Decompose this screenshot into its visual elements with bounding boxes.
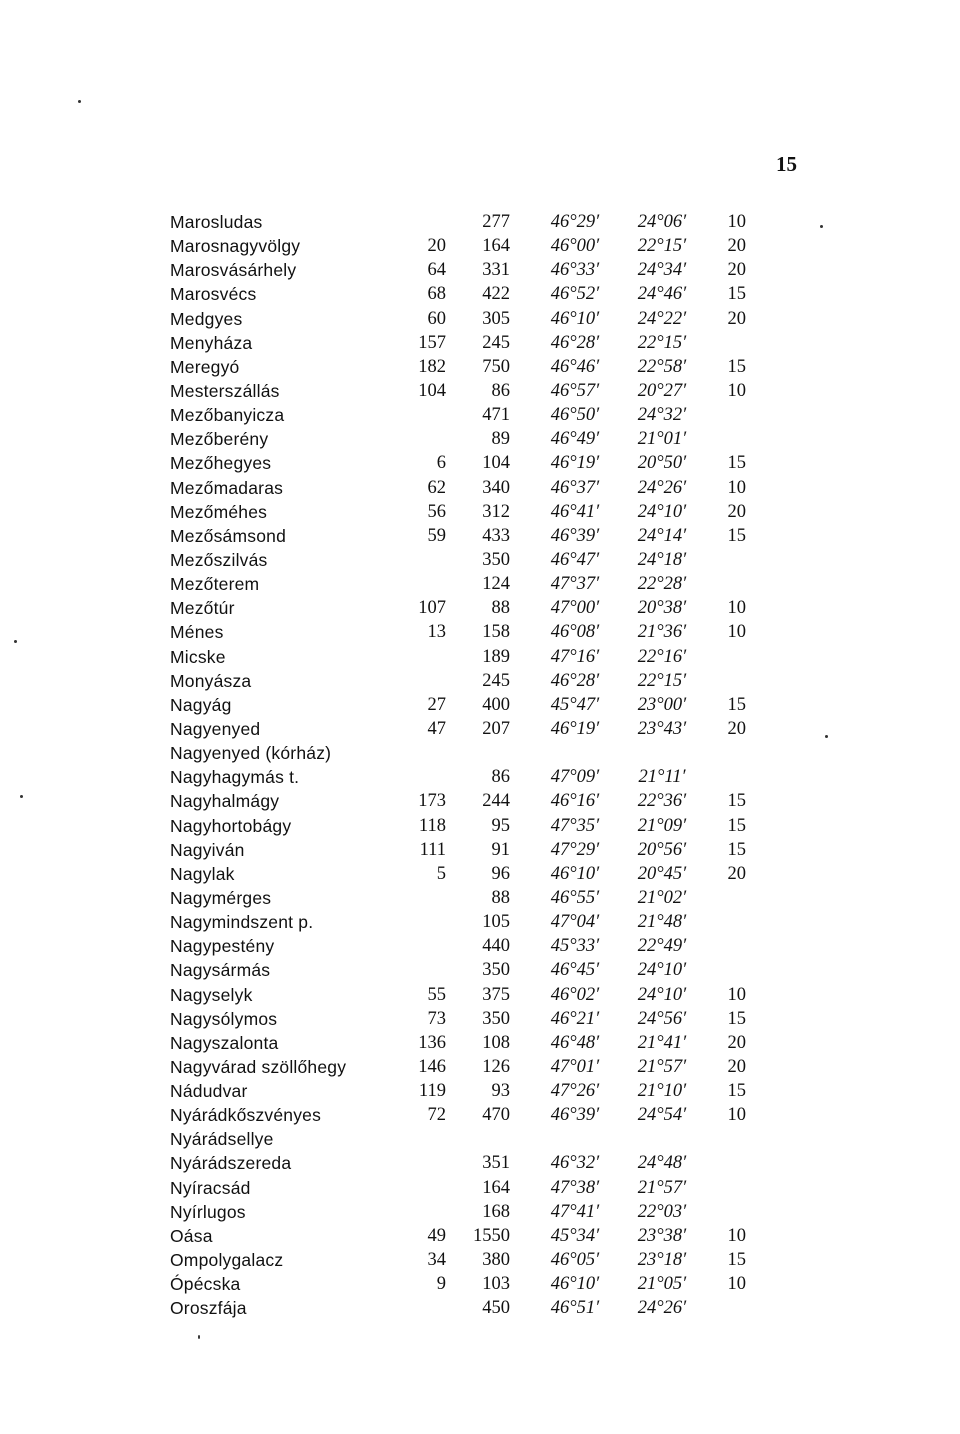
latitude-value: 46°39′ (550, 525, 600, 546)
latitude-value: 46°57′ (550, 380, 600, 401)
table-row (170, 427, 790, 451)
latitude-value: 46°28′ (550, 332, 600, 353)
longitude-value: 21°02′ (637, 887, 687, 908)
elevation-value: 88 (491, 887, 510, 908)
longitude-value: 21°48′ (637, 912, 687, 933)
value-c: 20 (727, 1032, 746, 1053)
station-name: Nagyvárad szöllőhegy (170, 1056, 347, 1077)
station-name: Ópécska (170, 1274, 241, 1295)
table-row (170, 1296, 790, 1320)
latitude-value: 46°39′ (550, 1105, 600, 1126)
station-name: Nagyenyed (170, 718, 261, 739)
value-a: 111 (419, 839, 446, 860)
table-row (170, 451, 790, 475)
table-row (170, 1151, 790, 1175)
elevation-value: 440 (482, 936, 510, 957)
longitude-value: 24°48′ (637, 1153, 687, 1174)
latitude-value: 46°33′ (550, 260, 600, 281)
value-c: 20 (727, 501, 746, 522)
elevation-value: 108 (482, 1032, 510, 1053)
table-row (170, 1127, 790, 1151)
elevation-value: 88 (491, 598, 510, 619)
table-row (170, 741, 790, 765)
value-c: 15 (727, 453, 746, 474)
longitude-value: 23°00′ (637, 694, 687, 715)
value-c: 20 (727, 718, 746, 739)
table-row (170, 645, 790, 669)
elevation-value: 471 (482, 405, 510, 426)
station-name: Mezőterem (170, 574, 260, 595)
elevation-value: 164 (482, 1177, 510, 1198)
longitude-value: 24°22′ (637, 308, 687, 329)
table-row (170, 1200, 790, 1224)
longitude-value: 24°26′ (637, 1298, 687, 1319)
value-c: 20 (727, 260, 746, 281)
table-row (170, 620, 790, 644)
value-c: 15 (727, 1081, 746, 1102)
value-c: 10 (727, 1105, 746, 1126)
value-a: 56 (427, 501, 446, 522)
station-name: Nagylak (170, 863, 235, 884)
elevation-value: 331 (482, 260, 510, 281)
table-row (170, 331, 790, 355)
value-c: 10 (727, 380, 746, 401)
longitude-value: 22°15′ (637, 670, 687, 691)
elevation-value: 86 (491, 380, 510, 401)
latitude-value: 46°47′ (550, 549, 600, 570)
station-name: Nyárádszereda (170, 1153, 292, 1174)
table-row (170, 765, 790, 789)
latitude-value: 46°49′ (550, 429, 600, 450)
station-name: Nagyenyed (kórház) (170, 743, 332, 764)
elevation-value: 91 (491, 839, 510, 860)
table-row (170, 210, 790, 234)
value-c: 10 (727, 212, 746, 232)
station-name: Marosvécs (170, 284, 257, 305)
value-a: 62 (427, 477, 446, 498)
longitude-value: 24°46′ (637, 284, 687, 305)
latitude-value: 46°37′ (550, 477, 600, 498)
table-row (170, 838, 790, 862)
value-c: 15 (727, 1008, 746, 1029)
value-a: 118 (418, 815, 446, 836)
station-name: Mezőmadaras (170, 477, 284, 498)
elevation-value: 105 (482, 912, 510, 933)
page-number: 15 (776, 152, 797, 176)
longitude-value: 21°09′ (637, 815, 687, 836)
value-c: 10 (727, 598, 746, 619)
latitude-value: 47°41′ (550, 1201, 600, 1222)
table-row (170, 983, 790, 1007)
station-name: Micske (170, 646, 226, 667)
value-c: 15 (727, 525, 746, 546)
value-a: 59 (427, 525, 446, 546)
table-row (170, 1055, 790, 1079)
table-row (170, 1248, 790, 1272)
longitude-value: 21°57′ (637, 1177, 687, 1198)
value-c: 20 (727, 236, 746, 257)
value-c: 20 (727, 863, 746, 884)
elevation-value: 450 (482, 1298, 510, 1319)
scan-speck (198, 1335, 200, 1339)
value-a: 146 (418, 1056, 446, 1077)
elevation-value: 104 (482, 453, 510, 474)
longitude-value: 24°10′ (637, 984, 687, 1005)
latitude-value: 47°37′ (550, 574, 600, 595)
elevation-value: 1550 (473, 1225, 510, 1246)
value-a: 72 (427, 1105, 446, 1126)
latitude-value: 47°09′ (550, 767, 600, 788)
table-row (170, 958, 790, 982)
value-a: 119 (418, 1081, 446, 1102)
station-name: Meregyó (170, 356, 240, 377)
station-name: Nagymindszent p. (170, 912, 314, 933)
station-name: Nagymérges (170, 887, 272, 908)
latitude-value: 47°04′ (550, 912, 600, 933)
elevation-value: 158 (482, 622, 510, 643)
scan-speck (78, 100, 81, 103)
longitude-value: 21°36′ (637, 622, 687, 643)
value-c: 15 (727, 1250, 746, 1271)
longitude-value: 21°57′ (637, 1056, 687, 1077)
latitude-value: 46°10′ (550, 863, 600, 884)
latitude-value: 46°21′ (550, 1008, 600, 1029)
station-name: Oroszfája (170, 1298, 247, 1319)
latitude-value: 47°01′ (550, 1056, 600, 1077)
elevation-value: 164 (482, 236, 510, 257)
station-name: Mezősámsond (170, 525, 287, 546)
station-name: Medgyes (170, 308, 243, 329)
latitude-value: 46°50′ (550, 405, 600, 426)
longitude-value: 24°18′ (637, 549, 687, 570)
station-name: Nagyhortobágy (170, 815, 292, 836)
latitude-value: 46°32′ (550, 1153, 600, 1174)
elevation-value: 245 (482, 670, 510, 691)
station-name: Mezőbanyicza (170, 405, 285, 426)
longitude-value: 24°26′ (637, 477, 687, 498)
latitude-value: 46°28′ (550, 670, 600, 691)
longitude-value: 24°14′ (637, 525, 687, 546)
latitude-value: 46°16′ (550, 791, 600, 812)
value-a: 9 (436, 1274, 446, 1295)
longitude-value: 24°10′ (637, 960, 687, 981)
value-a: 136 (418, 1032, 446, 1053)
latitude-value: 45°33′ (550, 936, 600, 957)
longitude-value: 21°01′ (637, 429, 687, 450)
value-a: 73 (427, 1008, 446, 1029)
table-row (170, 548, 790, 572)
elevation-value: 244 (482, 791, 510, 812)
value-c: 15 (727, 839, 746, 860)
elevation-value: 95 (491, 815, 510, 836)
longitude-value: 22°03′ (637, 1201, 687, 1222)
latitude-value: 47°35′ (550, 815, 600, 836)
value-a: 49 (427, 1225, 446, 1246)
table-row (170, 693, 790, 717)
station-name: Marosvásárhely (170, 260, 297, 281)
table-row (170, 524, 790, 548)
value-a: 68 (427, 284, 446, 305)
table-row (170, 355, 790, 379)
latitude-value: 47°16′ (550, 646, 600, 667)
table-row (170, 669, 790, 693)
elevation-value: 433 (482, 525, 510, 546)
value-c: 15 (727, 791, 746, 812)
value-a: 182 (418, 356, 446, 377)
latitude-value: 46°55′ (550, 887, 600, 908)
longitude-value: 20°38′ (637, 598, 687, 619)
station-name: Nyárádkőszvényes (170, 1105, 322, 1126)
table-row (170, 934, 790, 958)
elevation-value: 126 (482, 1056, 510, 1077)
table-row (170, 476, 790, 500)
latitude-value: 46°10′ (550, 308, 600, 329)
station-table (170, 210, 790, 1320)
scan-speck (820, 225, 823, 228)
station-name: Oása (170, 1225, 213, 1246)
latitude-value: 46°00′ (550, 236, 600, 257)
value-c: 15 (727, 694, 746, 715)
elevation-value: 189 (482, 646, 510, 667)
elevation-value: 350 (482, 960, 510, 981)
latitude-value: 47°00′ (550, 598, 600, 619)
station-name: Nagysólymos (170, 1008, 278, 1029)
elevation-value: 96 (491, 863, 510, 884)
value-c: 20 (727, 308, 746, 329)
value-a: 34 (427, 1250, 446, 1271)
station-name: Mesterszállás (170, 380, 280, 401)
table-row (170, 258, 790, 282)
station-name: Nyírlugos (170, 1201, 246, 1222)
station-name: Mezőszilvás (170, 549, 268, 570)
value-a: 27 (427, 694, 446, 715)
station-name: Marosludas (170, 212, 263, 232)
longitude-value: 22°28′ (637, 574, 687, 595)
latitude-value: 46°48′ (550, 1032, 600, 1053)
table-row (170, 282, 790, 306)
latitude-value: 46°19′ (550, 718, 600, 739)
latitude-value: 47°26′ (550, 1081, 600, 1102)
longitude-value: 21°41′ (637, 1032, 687, 1053)
value-c: 10 (727, 984, 746, 1005)
longitude-value: 22°36′ (637, 791, 687, 812)
value-a: 60 (427, 308, 446, 329)
table-row (170, 1176, 790, 1200)
longitude-value: 21°05′ (637, 1274, 687, 1295)
longitude-value: 23°18′ (637, 1250, 687, 1271)
value-c: 10 (727, 1225, 746, 1246)
longitude-value: 24°34′ (637, 260, 687, 281)
longitude-value: 20°45′ (637, 863, 687, 884)
latitude-value: 46°05′ (550, 1250, 600, 1271)
value-a: 55 (427, 984, 446, 1005)
elevation-value: 422 (482, 284, 510, 305)
table-row (170, 379, 790, 403)
station-name: Nagyszalonta (170, 1032, 279, 1053)
latitude-value: 46°29′ (550, 212, 600, 232)
longitude-value: 24°10′ (637, 501, 687, 522)
latitude-value: 46°02′ (550, 984, 600, 1005)
table-row (170, 1031, 790, 1055)
latitude-value: 47°29′ (550, 839, 600, 860)
longitude-value: 22°16′ (637, 646, 687, 667)
elevation-value: 245 (482, 332, 510, 353)
table-row (170, 403, 790, 427)
elevation-value: 103 (482, 1274, 510, 1295)
longitude-value: 24°54′ (637, 1105, 687, 1126)
latitude-value: 46°52′ (550, 284, 600, 305)
latitude-value: 45°34′ (550, 1225, 600, 1246)
table-row (170, 596, 790, 620)
elevation-value: 168 (482, 1201, 510, 1222)
longitude-value: 21°10′ (637, 1081, 687, 1102)
value-a: 47 (427, 718, 446, 739)
value-c: 20 (727, 1056, 746, 1077)
longitude-value: 24°06′ (637, 212, 687, 232)
table-row (170, 1079, 790, 1103)
elevation-value: 305 (482, 308, 510, 329)
table-row (170, 814, 790, 838)
value-a: 13 (427, 622, 446, 643)
station-name: Nagysármás (170, 960, 271, 981)
elevation-value: 351 (482, 1153, 510, 1174)
latitude-value: 46°19′ (550, 453, 600, 474)
latitude-value: 46°45′ (550, 960, 600, 981)
elevation-value: 350 (482, 549, 510, 570)
elevation-value: 340 (482, 477, 510, 498)
elevation-value: 380 (482, 1250, 510, 1271)
elevation-value: 207 (482, 718, 510, 739)
elevation-value: 277 (482, 212, 510, 232)
longitude-value: 20°50′ (637, 453, 687, 474)
station-name: Nagyselyk (170, 984, 253, 1005)
value-a: 104 (418, 380, 446, 401)
station-name: Mezőhegyes (170, 453, 272, 474)
latitude-value: 47°38′ (550, 1177, 600, 1198)
latitude-value: 46°41′ (550, 501, 600, 522)
scan-speck (825, 735, 828, 738)
latitude-value: 45°47′ (550, 694, 600, 715)
value-a: 107 (418, 598, 446, 619)
longitude-value: 24°56′ (637, 1008, 687, 1029)
longitude-value: 20°27′ (637, 380, 687, 401)
table-row (170, 862, 790, 886)
table-row (170, 1007, 790, 1031)
station-name: Nagyhagymás t. (170, 767, 300, 788)
station-name: Nagyiván (170, 839, 245, 860)
station-name: Mezőtúr (170, 598, 235, 619)
elevation-value: 400 (482, 694, 510, 715)
station-name: Mezőméhes (170, 501, 268, 522)
value-a: 173 (418, 791, 446, 812)
station-name: Nyárádsellye (170, 1129, 274, 1150)
value-c: 10 (727, 622, 746, 643)
station-name: Nádudvar (170, 1081, 248, 1102)
table-row (170, 1272, 790, 1296)
station-name: Nagyág (170, 694, 232, 715)
station-name: Monyásza (170, 670, 252, 691)
value-a: 64 (427, 260, 446, 281)
scan-speck (14, 640, 17, 643)
station-name: Marosnagyvölgy (170, 236, 301, 257)
value-a: 6 (436, 453, 446, 474)
elevation-value: 124 (482, 574, 510, 595)
station-name: Ménes (170, 622, 224, 643)
longitude-value: 22°15′ (637, 332, 687, 353)
longitude-value: 22°58′ (637, 356, 687, 377)
station-name: Mezőberény (170, 429, 269, 450)
longitude-value: 23°43′ (637, 718, 687, 739)
longitude-value: 22°49′ (637, 936, 687, 957)
station-name: Nyíracsád (170, 1177, 251, 1198)
latitude-value: 46°10′ (550, 1274, 600, 1295)
table-row (170, 717, 790, 741)
table-row (170, 572, 790, 596)
scan-speck (20, 795, 23, 798)
latitude-value: 46°46′ (550, 356, 600, 377)
longitude-value: 24°32′ (637, 405, 687, 426)
station-name: Ompolygalacz (170, 1250, 284, 1271)
latitude-value: 46°08′ (550, 622, 600, 643)
value-a: 5 (436, 863, 446, 884)
value-c: 15 (727, 284, 746, 305)
value-c: 10 (727, 477, 746, 498)
elevation-value: 86 (491, 767, 510, 788)
elevation-value: 89 (491, 429, 510, 450)
table-row (170, 307, 790, 331)
station-name: Nagypestény (170, 936, 275, 957)
latitude-value: 46°51′ (550, 1298, 600, 1319)
station-name: Menyháza (170, 332, 253, 353)
elevation-value: 470 (482, 1105, 510, 1126)
elevation-value: 312 (482, 501, 510, 522)
value-a: 157 (418, 332, 446, 353)
longitude-value: 22°15′ (637, 236, 687, 257)
table-row (170, 910, 790, 934)
table-row (170, 1103, 790, 1127)
elevation-value: 93 (491, 1081, 510, 1102)
table-row (170, 500, 790, 524)
value-c: 10 (727, 1274, 746, 1295)
table-row (170, 234, 790, 258)
elevation-value: 350 (482, 1008, 510, 1029)
elevation-value: 375 (482, 984, 510, 1005)
elevation-value: 750 (482, 356, 510, 377)
station-name: Nagyhalmágy (170, 791, 280, 812)
longitude-value: 23°38′ (637, 1225, 687, 1246)
longitude-value: 20°56′ (637, 839, 687, 860)
table-row (170, 1224, 790, 1248)
table-row (170, 886, 790, 910)
table-row (170, 789, 790, 813)
value-a: 20 (427, 236, 446, 257)
value-c: 15 (727, 356, 746, 377)
value-c: 15 (727, 815, 746, 836)
longitude-value: 21°11′ (638, 767, 686, 788)
